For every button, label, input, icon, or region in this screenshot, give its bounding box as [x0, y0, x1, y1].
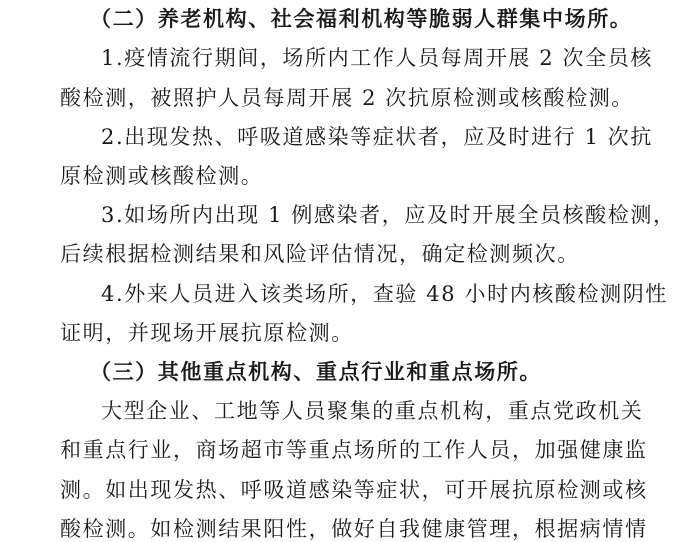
item-4-line-1: 4.外来人员进入该类场所，查验 48 小时内核酸检测阴性	[101, 282, 668, 306]
section-heading-key-institutions: （三）其他重点机构、重点行业和重点场所。	[90, 359, 542, 384]
item-1-line-2: 酸检测，被照护人员每周开展 2 次抗原检测或核酸检测。	[60, 86, 634, 110]
item-2-line-2: 原检测或核酸检测。	[60, 164, 264, 188]
paragraph-line-4: 酸检测。如检测结果阳性，做好自我健康管理，根据病情情	[60, 517, 648, 541]
item-1-line-1: 1.疫情流行期间，场所内工作人员每周开展 2 次全员核	[101, 46, 653, 70]
item-2-line-1: 2.出现发热、呼吸道感染等症状者，应及时进行 1 次抗	[101, 125, 653, 149]
item-3-line-1: 3.如场所内出现 1 例感染者，应及时开展全员核酸检测，	[101, 203, 676, 227]
paragraph-line-2: 和重点行业，商场超市等重点场所的工作人员，加强健康监	[60, 438, 648, 462]
paragraph-line-1: 大型企业、工地等人员聚集的重点机构，重点党政机关	[101, 399, 644, 423]
item-3-line-2: 后续根据检测结果和风险评估情况，确定检测频次。	[60, 242, 580, 266]
item-4-line-2: 证明，并现场开展抗原检测。	[60, 321, 354, 345]
section-heading-elderly-care: （二）养老机构、社会福利机构等脆弱人群集中场所。	[90, 6, 633, 31]
paragraph-line-3: 测。如出现发热、呼吸道感染等症状，可开展抗原检测或核	[60, 478, 648, 502]
